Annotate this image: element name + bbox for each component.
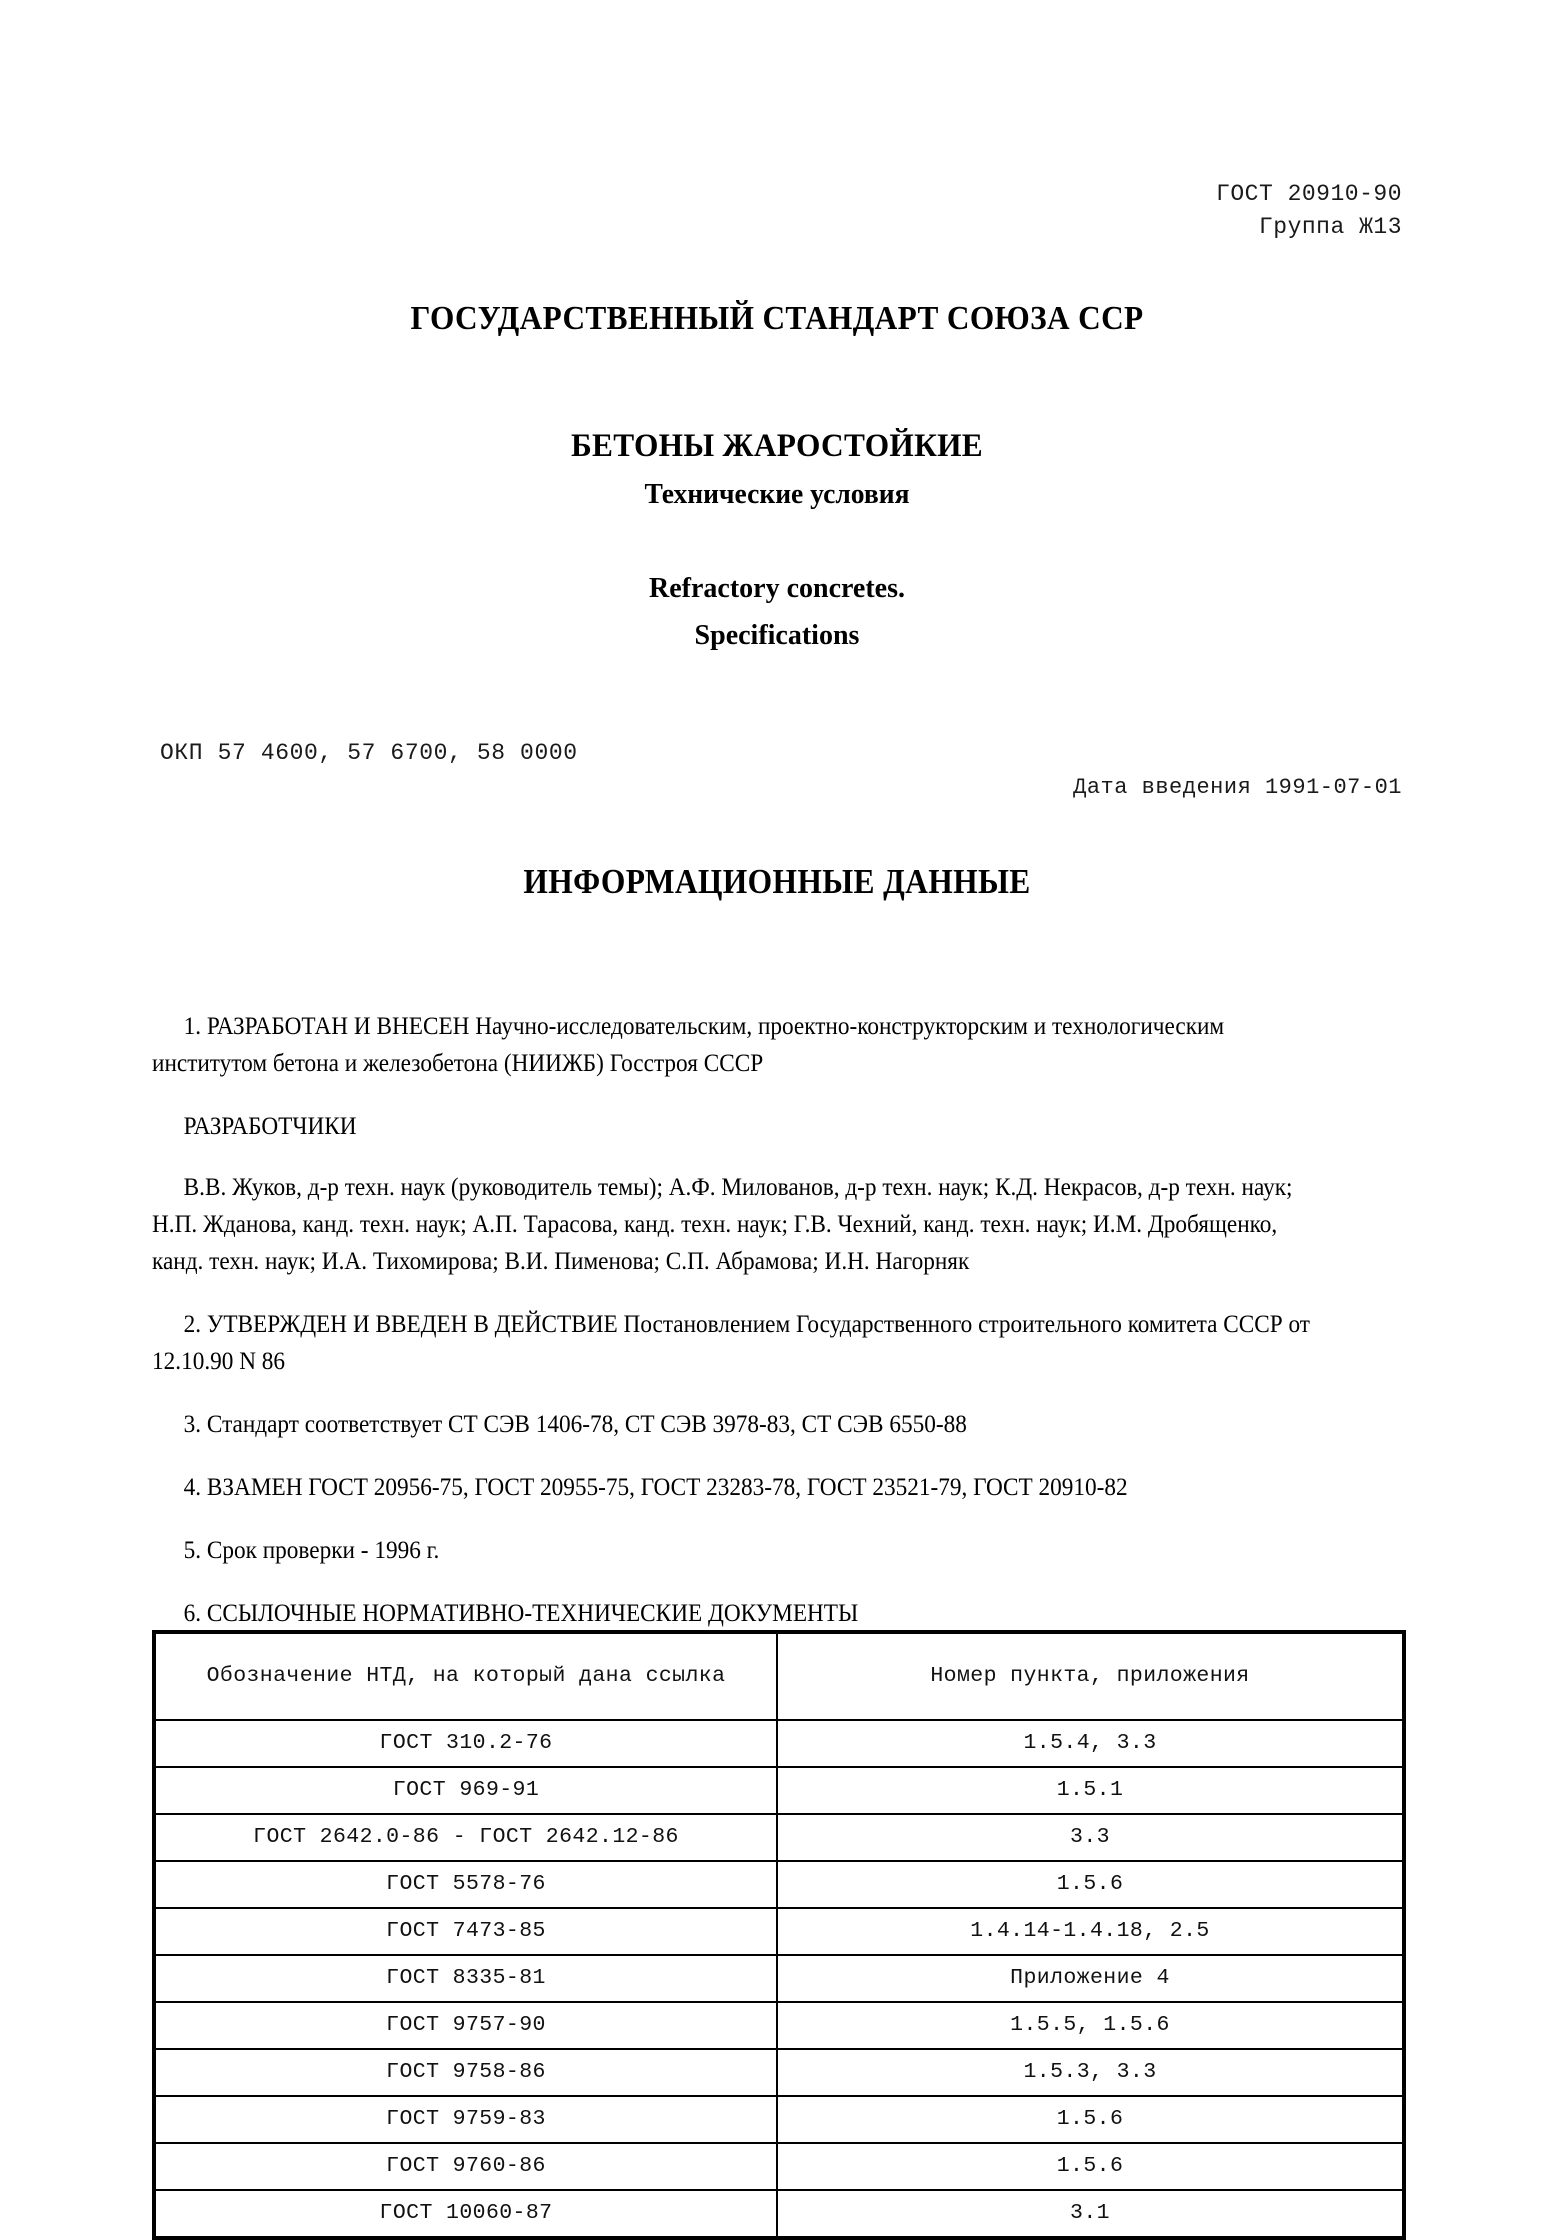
table-row xyxy=(154,2002,1404,2049)
standard-designation: ГОСТ 20910-90 xyxy=(1216,181,1402,207)
document-title-ru xyxy=(0,428,1554,511)
cell-ntd-designation: ГОСТ 310.2-76 xyxy=(154,1720,777,1767)
cell-ntd-designation: ГОСТ 9760-86 xyxy=(154,2143,777,2190)
table-row xyxy=(154,1814,1404,1861)
cell-ntd-designation: ГОСТ 8335-81 xyxy=(154,1955,777,2002)
cell-item-number: 1.5.1 xyxy=(777,1767,1404,1814)
cell-item-number: 1.5.5, 1.5.6 xyxy=(777,2002,1404,2049)
cell-item-number: 1.4.14-1.4.18, 2.5 xyxy=(777,1908,1404,1955)
table-row xyxy=(154,1767,1404,1814)
cell-item-number: 3.3 xyxy=(777,1814,1404,1861)
title-ru-main: БЕТОНЫ ЖАРОСТОЙКИЕ xyxy=(571,428,983,464)
table-row xyxy=(154,1861,1404,1908)
developers-heading: РАЗРАБОТЧИКИ xyxy=(183,1113,357,1140)
paragraph-conformity: 3. Стандарт соответствует СТ СЭВ 1406-78, СТ СЭВ 3978-83, СТ СЭВ 6550-88 xyxy=(183,1411,967,1438)
document-identification-block xyxy=(1216,178,1402,244)
table-row xyxy=(154,2049,1404,2096)
document-title-en xyxy=(0,565,1554,659)
developers-list: В.В. Жуков, д-р техн. наук (руководитель темы); А.Ф. Милованов, д-р техн. наук; К.Д. Некрасов, д-р техн. наук; Н.П. Жданова, канд. техн. наук; А.П. Тарасова, канд. техн. наук; Г.В. Чехний, канд. техн. наук; И.М. Дробященко, канд. техн. наук; И.А. Тихомирова; В.И. Пименова; С.П. Абрамова; И.Н. Нагорняк xyxy=(152,1174,1299,1275)
cell-item-number: 1.5.3, 3.3 xyxy=(777,2049,1404,2096)
information-data-heading: ИНФОРМАЦИОННЫЕ ДАННЫЕ xyxy=(523,862,1031,901)
standard-heading: ГОСУДАРСТВЕННЫЙ СТАНДАРТ СОЮЗА ССР xyxy=(410,300,1144,337)
table-row xyxy=(154,2143,1404,2190)
okp-codes: ОКП 57 4600, 57 6700, 58 0000 xyxy=(160,740,578,766)
cell-item-number: 1.5.6 xyxy=(777,2143,1404,2190)
reference-documents-table xyxy=(152,1630,1406,2240)
introduction-date: Дата введения 1991-07-01 xyxy=(1073,775,1402,800)
table-row xyxy=(154,2190,1404,2238)
cell-item-number: 1.5.4, 3.3 xyxy=(777,1720,1404,1767)
table-row xyxy=(154,2096,1404,2143)
cell-item-number: Приложение 4 xyxy=(777,1955,1404,2002)
paragraph-approved-by: 2. УТВЕРЖДЕН И ВВЕДЕН В ДЕЙСТВИЕ Постановлением Государственного строительного комитета СССР от 12.10.90 N 86 xyxy=(152,1311,1316,1375)
title-en-line-1: Refractory concretes. xyxy=(648,573,905,604)
table-row xyxy=(154,1908,1404,1955)
cell-item-number: 1.5.6 xyxy=(777,1861,1404,1908)
cell-item-number: 3.1 xyxy=(777,2190,1404,2238)
standard-group: Группа Ж13 xyxy=(1258,214,1402,240)
table-header-row xyxy=(154,1632,1404,1720)
paragraph-replaces: 4. ВЗАМЕН ГОСТ 20956-75, ГОСТ 20955-75, ГОСТ 23283-78, ГОСТ 23521-79, ГОСТ 20910-82 xyxy=(183,1474,1128,1501)
cell-ntd-designation: ГОСТ 969-91 xyxy=(154,1767,777,1814)
table-header-ntd: Обозначение НТД, на который дана ссылка xyxy=(154,1632,777,1720)
cell-ntd-designation: ГОСТ 10060-87 xyxy=(154,2190,777,2238)
paragraph-developed-by: 1. РАЗРАБОТАН И ВНЕСЕН Научно-исследовательским, проектно-конструкторским и технологическим институтом бетона и железобетона (НИИЖБ) Госстроя СССР xyxy=(152,1013,1230,1077)
cell-ntd-designation: ГОСТ 9758-86 xyxy=(154,2049,777,2096)
title-ru-sub: Технические условия xyxy=(644,478,910,510)
reference-documents-table-wrapper xyxy=(152,1630,1402,2240)
cell-ntd-designation: ГОСТ 5578-76 xyxy=(154,1861,777,1908)
table-row xyxy=(154,1720,1404,1767)
document-body xyxy=(152,1008,1402,1658)
paragraph-reference-docs-heading: 6. ССЫЛОЧНЫЕ НОРМАТИВНО-ТЕХНИЧЕСКИЕ ДОКУМЕНТЫ xyxy=(183,1600,859,1627)
cell-ntd-designation: ГОСТ 7473-85 xyxy=(154,1908,777,1955)
cell-ntd-designation: ГОСТ 9759-83 xyxy=(154,2096,777,2143)
cell-ntd-designation: ГОСТ 2642.0-86 - ГОСТ 2642.12-86 xyxy=(154,1814,777,1861)
title-en-line-2: Specifications xyxy=(694,620,860,651)
cell-item-number: 1.5.6 xyxy=(777,2096,1404,2143)
reference-table-body xyxy=(154,1632,1404,2238)
table-row xyxy=(154,1955,1404,2002)
table-header-item: Номер пункта, приложения xyxy=(777,1632,1404,1720)
paragraph-validity-period: 5. Срок проверки - 1996 г. xyxy=(183,1537,440,1564)
cell-ntd-designation: ГОСТ 9757-90 xyxy=(154,2002,777,2049)
